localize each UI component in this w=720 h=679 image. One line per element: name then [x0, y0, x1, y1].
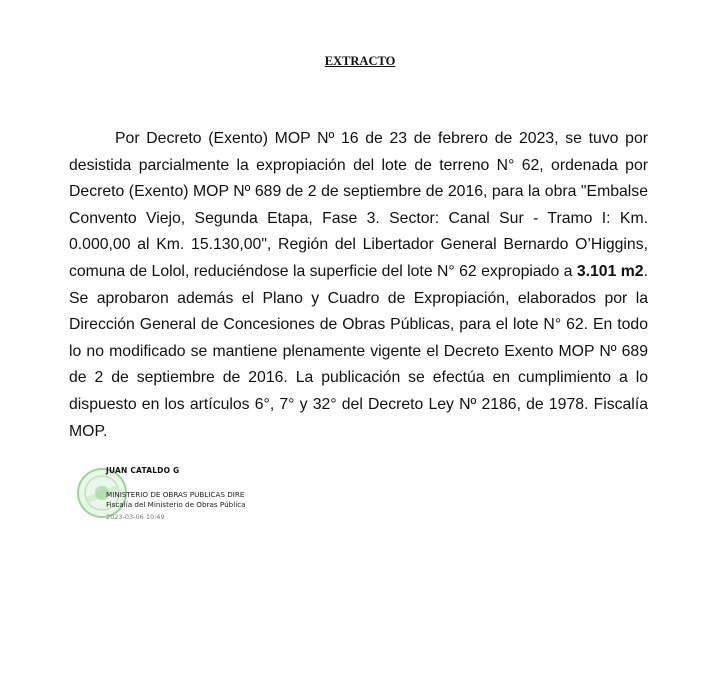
document-title: EXTRACTO: [324, 54, 396, 68]
body-text-part1: Por Decreto (Exento) MOP Nº 16 de 23 de febrero de 2023, se tuvo por desistida parcialmente la expropiación del lote de terreno N° 62, ordenada por Decreto (Exento) MOP Nº 689 de 2 de septiembre de 2016, para la obra "Embalse Convento Viejo, Segunda Etapa, Fase 3. Sector: Canal Sur - Tramo I: Km. 0.000,00 al Km. 15.130,00", Región del Libertador General Bernardo O’Higgins, comuna de Lolol, reduciéndose la superficie del lote N° 62 expropiado a: [69, 130, 648, 280]
document-body: [69, 126, 648, 445]
body-area-value: 3.101 m2: [576, 262, 644, 280]
signer-organization: MINISTERIO DE OBRAS PUBLICAS DIRE: [106, 490, 245, 499]
signature-date: 2023-03-06 10:49: [106, 513, 165, 521]
digital-signature: [74, 459, 274, 529]
body-text-part2: . Se aprobaron además el Plano y Cuadro de Expropiación, elaborados por la Dirección General de Concesiones de Obras Públicas, para el lote N° 62. En todo lo no modificado se mantiene plenamente vigente el Decreto Exento MOP Nº 689 de 2 de septiembre de 2016. La publicación se efectúa en cumplimiento a lo dispuesto en los artículos 6°, 7° y 32° del Decreto Ley Nº 2186, de 1978. Fiscalía MOP.: [69, 262, 648, 440]
signer-name: JUAN CATALDO G: [106, 466, 180, 475]
signer-department: Fiscalía del Ministerio de Obras Pública: [106, 500, 246, 509]
